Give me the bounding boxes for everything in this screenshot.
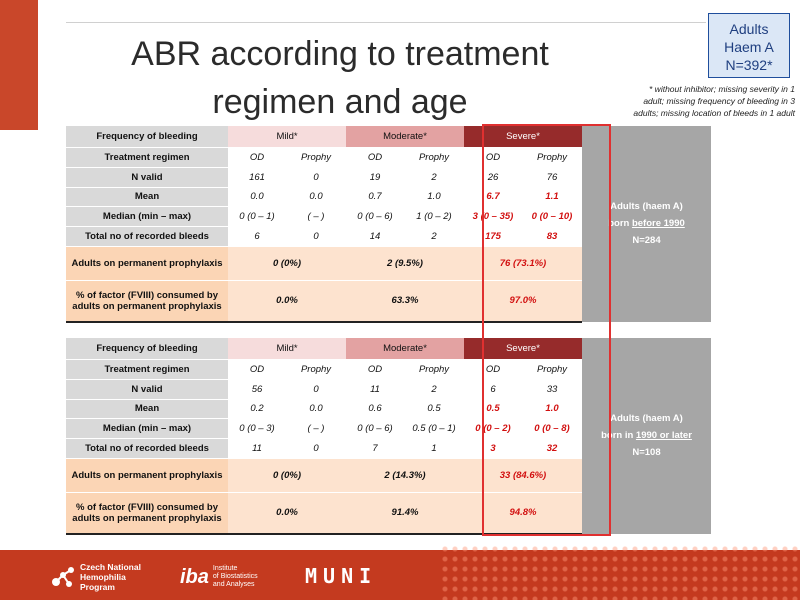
badge-line-3: N=392* (725, 57, 773, 73)
mean-cell: 1.0 (404, 187, 464, 206)
group-label-line-2 (584, 215, 709, 232)
factor-pct-cell: 94.8% (464, 492, 582, 534)
frequency-label: Frequency of bleeding (66, 126, 228, 147)
total-bleeds-cell: 3 (464, 438, 522, 458)
slide-title (70, 30, 610, 126)
factor-pct-label: % of factor (FVIII) consumed by adults on permanent prophylaxis (66, 280, 228, 322)
prophy-header: Prophy (522, 359, 582, 379)
n-valid-cell: 0 (286, 167, 346, 187)
adults-perm-cell: 2 (14.3%) (346, 458, 464, 492)
factor-pct-cell: 0.0% (228, 280, 346, 322)
footnote-line-3: adults; missing location of bleeds in 1 adult (633, 108, 795, 118)
mean-cell: 6.7 (464, 187, 522, 206)
cnhp-logo (50, 560, 160, 594)
n-valid-label: N valid (66, 379, 228, 399)
group-label-period: before 1990 (631, 218, 685, 230)
adults-perm-label: Adults on permanent prophylaxis (66, 246, 228, 280)
group-label-prefix: born (608, 218, 632, 230)
adults-perm-label: Adults on permanent prophylaxis (66, 458, 228, 492)
mean-label: Mean (66, 187, 228, 206)
n-valid-cell: 161 (228, 167, 286, 187)
top-divider (66, 22, 706, 23)
cnhp-line-2: Hemophilia (80, 572, 126, 582)
total-bleeds-cell: 1 (404, 438, 464, 458)
median-cell: 0 (0 – 3) (228, 418, 286, 438)
median-cell: 3 (0 – 35) (464, 206, 522, 226)
od-header: OD (346, 359, 404, 379)
median-cell: 0 (0 – 1) (228, 206, 286, 226)
regimen-label: Treatment regimen (66, 147, 228, 167)
n-valid-cell: 19 (346, 167, 404, 187)
iba-line-2: of Biostatistics (212, 573, 258, 580)
factor-pct-cell: 97.0% (464, 280, 582, 322)
title-line-1: ABR according to treatment (131, 35, 549, 73)
adults-perm-cell: 76 (73.1%) (464, 246, 582, 280)
n-valid-cell: 2 (404, 379, 464, 399)
prophy-header: Prophy (404, 359, 464, 379)
median-cell: ( – ) (286, 418, 346, 438)
footer-map-pattern (440, 544, 800, 600)
total-bleeds-label: Total no of recorded bleeds (66, 226, 228, 246)
mean-cell: 1.1 (522, 187, 582, 206)
iba-logo (180, 560, 258, 594)
abr-table-before-1990 (66, 126, 711, 323)
total-bleeds-label: Total no of recorded bleeds (66, 438, 228, 458)
od-header: OD (228, 147, 286, 167)
iba-line-1: Institute (212, 565, 238, 572)
frequency-label: Frequency of bleeding (66, 338, 228, 359)
mean-cell: 0.2 (228, 399, 286, 418)
group-label-n: N=284 (632, 235, 661, 247)
total-bleeds-cell: 11 (228, 438, 286, 458)
molecule-icon (50, 564, 76, 590)
regimen-label: Treatment regimen (66, 359, 228, 379)
prophy-header: Prophy (286, 147, 346, 167)
n-valid-cell: 76 (522, 167, 582, 187)
total-bleeds-cell: 175 (464, 226, 522, 246)
group-label-period: 1990 or later (635, 430, 692, 442)
median-label: Median (min – max) (66, 418, 228, 438)
abr-table-1990-or-later (66, 338, 711, 535)
median-cell: 0 (0 – 8) (522, 418, 582, 438)
group-label (582, 126, 711, 322)
mean-cell: 1.0 (522, 399, 582, 418)
total-bleeds-cell: 6 (228, 226, 286, 246)
median-cell: 1 (0 – 2) (404, 206, 464, 226)
od-header: OD (346, 147, 404, 167)
factor-pct-cell: 63.3% (346, 280, 464, 322)
median-label: Median (min – max) (66, 206, 228, 226)
cnhp-line-3: Program (80, 582, 115, 592)
badge-line-1: Adults (729, 21, 769, 37)
mean-cell: 0.7 (346, 187, 404, 206)
group-label (582, 338, 711, 534)
iba-mark: iba (180, 565, 209, 588)
median-cell: 0.5 (0 – 1) (404, 418, 464, 438)
factor-pct-label: % of factor (FVIII) consumed by adults on permanent prophylaxis (66, 492, 228, 534)
od-header: OD (464, 359, 522, 379)
od-header: OD (228, 359, 286, 379)
title-line-2: regimen and age (212, 83, 468, 121)
mean-cell: 0.6 (346, 399, 404, 418)
total-bleeds-cell: 0 (286, 226, 346, 246)
median-cell: 0 (0 – 6) (346, 206, 404, 226)
footnote (585, 83, 795, 119)
group-label-prefix: born in (601, 430, 636, 442)
adults-perm-cell: 0 (0%) (228, 458, 346, 492)
n-valid-cell: 2 (404, 167, 464, 187)
n-valid-cell: 56 (228, 379, 286, 399)
iba-line-3: and Analyses (212, 581, 255, 588)
prophy-header: Prophy (286, 359, 346, 379)
mild-header: Mild* (228, 126, 346, 147)
cnhp-line-1: Czech National (80, 562, 141, 572)
group-label-n: N=108 (632, 447, 661, 459)
moderate-header: Moderate* (346, 126, 464, 147)
median-cell: 0 (0 – 6) (346, 418, 404, 438)
n-valid-cell: 33 (522, 379, 582, 399)
total-bleeds-cell: 0 (286, 438, 346, 458)
total-bleeds-cell: 7 (346, 438, 404, 458)
mean-cell: 0.5 (464, 399, 522, 418)
factor-pct-cell: 0.0% (228, 492, 346, 534)
median-cell: ( – ) (286, 206, 346, 226)
mean-cell: 0.0 (286, 399, 346, 418)
footnote-line-2: adult; missing frequency of bleeding in 3 (643, 96, 795, 106)
mild-header: Mild* (228, 338, 346, 359)
moderate-header: Moderate* (346, 338, 464, 359)
adults-perm-cell: 2 (9.5%) (346, 246, 464, 280)
footnote-line-1: * without inhibitor; missing severity in 1 (649, 84, 795, 94)
n-valid-cell: 6 (464, 379, 522, 399)
mean-cell: 0.0 (286, 187, 346, 206)
adults-perm-cell: 33 (84.6%) (464, 458, 582, 492)
severe-header: Severe* (464, 338, 582, 359)
accent-bar (0, 0, 38, 130)
mean-label: Mean (66, 399, 228, 418)
severe-header: Severe* (464, 126, 582, 147)
badge-line-2: Haem A (724, 39, 774, 55)
muni-logo: MUNI (305, 564, 378, 588)
total-bleeds-cell: 14 (346, 226, 404, 246)
n-valid-cell: 11 (346, 379, 404, 399)
od-header: OD (464, 147, 522, 167)
group-label-line-2 (584, 427, 709, 444)
n-valid-cell: 26 (464, 167, 522, 187)
prophy-header: Prophy (404, 147, 464, 167)
median-cell: 0 (0 – 10) (522, 206, 582, 226)
mean-cell: 0.0 (228, 187, 286, 206)
n-valid-label: N valid (66, 167, 228, 187)
n-valid-cell: 0 (286, 379, 346, 399)
total-bleeds-cell: 2 (404, 226, 464, 246)
prophy-header: Prophy (522, 147, 582, 167)
total-bleeds-cell: 32 (522, 438, 582, 458)
factor-pct-cell: 91.4% (346, 492, 464, 534)
iba-text (213, 565, 258, 589)
population-badge (708, 13, 790, 78)
median-cell: 0 (0 – 2) (464, 418, 522, 438)
mean-cell: 0.5 (404, 399, 464, 418)
total-bleeds-cell: 83 (522, 226, 582, 246)
adults-perm-cell: 0 (0%) (228, 246, 346, 280)
group-label-line-1: Adults (haem A) (610, 201, 683, 213)
group-label-line-1: Adults (haem A) (610, 413, 683, 425)
cnhp-text (80, 562, 141, 592)
